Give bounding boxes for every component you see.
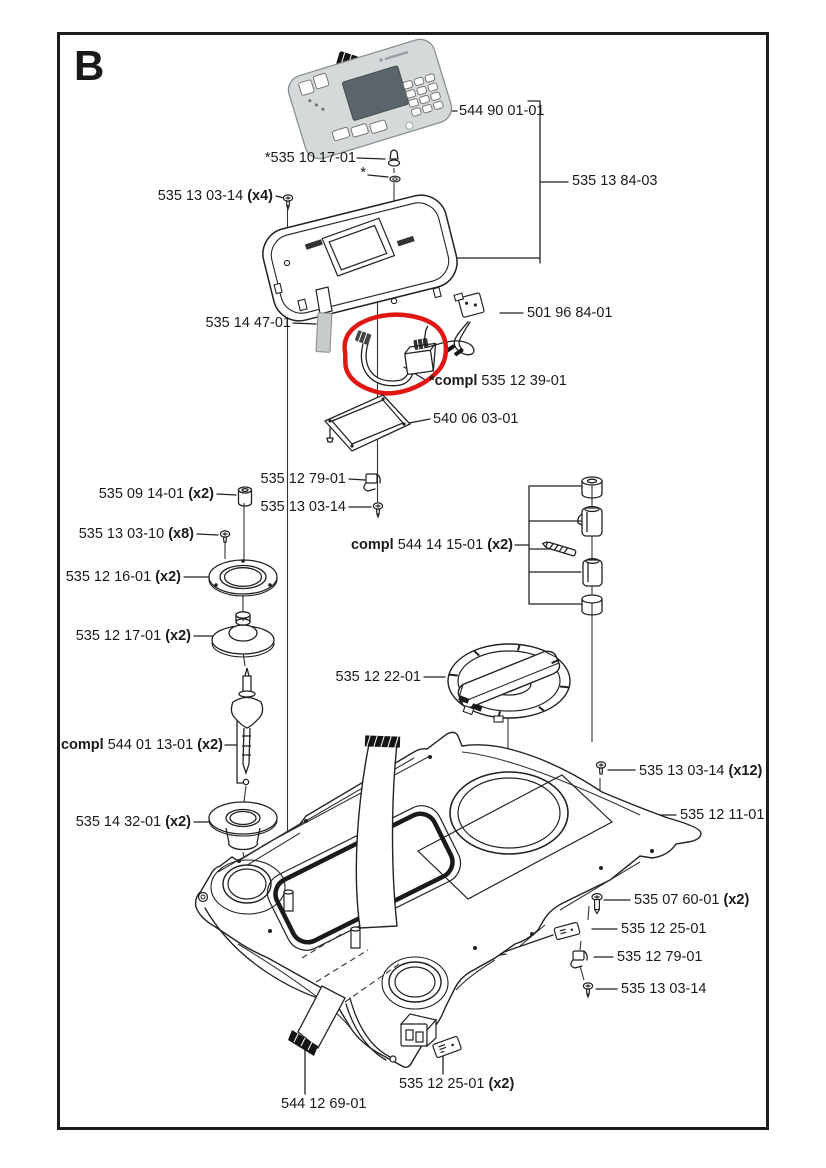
knob-washer-drawing [389,150,401,182]
part-label-501-96-84-01: 501 96 84-01 [527,305,613,321]
part-label-535-09-14-01-x2: 535 09 14-01 (x2) [98,486,214,502]
round-lid-drawing [448,644,570,722]
part-label-544-90-01-01: 544 90 01-01 [459,103,545,119]
part-label-535-12-11-01: 535 12 11-01 [680,807,765,823]
keypad-panel-drawing [285,36,456,163]
part-label-544-14-15-01-x2: compl 544 14 15-01 (x2) [350,537,513,553]
part-label-535-12-22-01: 535 12 22-01 [335,669,421,685]
part-label-540-06-03-01: 540 06 03-01 [433,411,519,427]
part-label-544-01-13-01-x2: compl 544 01 13-01 (x2) [60,737,223,753]
part-label-535-07-60-01-x2: 535 07 60-01 (x2) [634,892,750,908]
part-label-535-14-32-01-x2: 535 14 32-01 (x2) [75,814,191,830]
cable-assembly-drawing [355,326,440,384]
part-label-535-14-47-01: 535 14 47-01 [205,315,291,331]
part-label-535-13-03-14-b: 535 13 03-14 [621,981,707,997]
section-letter: B [74,42,106,89]
part-label-535-13-03-14-x4: 535 13 03-14 (x4) [157,188,273,204]
part-label-535-12-25-01-x2: 535 12 25-01 (x2) [399,1076,515,1092]
pcb-plate-drawing [325,395,410,451]
part-label-535-13-03-14-x12: 535 13 03-14 (x12) [639,763,763,779]
part-label-535-12-79-01-b: 535 12 79-01 [617,949,703,965]
wire-harness-drawing [413,289,484,357]
part-label-544-12-69-01: 544 12 69-01 [281,1096,367,1112]
part-label-535-13-03-14-a: 535 13 03-14 [260,499,346,515]
hinge-stack-drawing [542,477,602,615]
part-label-535-12-17-01-x2: 535 12 17-01 (x2) [75,628,191,644]
part-label-535-12-39-01: *compl 535 12 39-01 [429,373,567,389]
part-label-535-12-25-01-a: 535 12 25-01 [621,921,707,937]
part-label-535-13-03-10-x8: 535 13 03-10 (x8) [78,526,194,542]
part-label-535-10-17-01: *535 10 17-01 [264,150,356,166]
lower-ribbon-drawing [288,986,345,1056]
left-column-parts [209,487,277,850]
part-label-asterisk: * [360,165,366,181]
part-label-535-13-84-03: 535 13 84-03 [572,173,658,189]
part-label-535-12-79-01-a: 535 12 79-01 [260,471,346,487]
part-label-535-12-16-01-x2: 535 12 16-01 (x2) [65,569,181,585]
